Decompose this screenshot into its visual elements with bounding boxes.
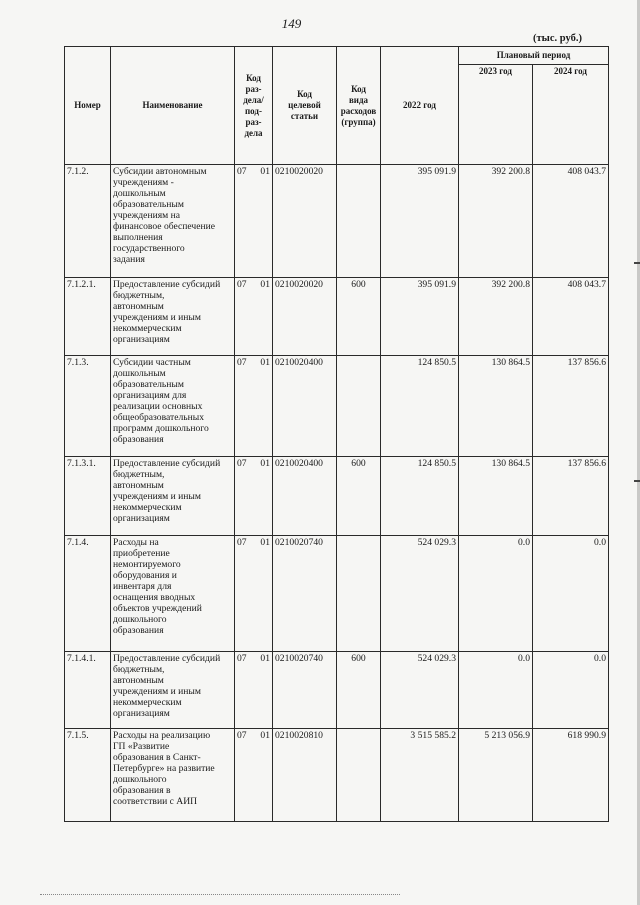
- row-value-2023: 392 200.8: [459, 278, 533, 356]
- section-code: 07: [237, 458, 247, 469]
- row-target-code: 0210020740: [273, 536, 337, 652]
- row-value-2024: 0.0: [533, 536, 609, 652]
- table-row: [65, 278, 609, 356]
- header-year-2023: 2023 год: [459, 65, 533, 165]
- row-value-2022: 524 029.3: [381, 652, 459, 729]
- row-name: Расходы на приобретение немонтируемого оборудования и инвентаря для оснащения вводных объектов учреждений дошкольного образования: [111, 536, 235, 652]
- row-expense-code: [337, 165, 381, 278]
- row-value-2022: 524 029.3: [381, 536, 459, 652]
- edge-tick: [634, 262, 640, 264]
- header-year-2024: 2024 год: [533, 65, 609, 165]
- subsection-code: 01: [260, 166, 270, 177]
- row-number: 7.1.2.1.: [65, 278, 111, 356]
- edge-tick: [634, 480, 640, 482]
- row-value-2024: 408 043.7: [533, 278, 609, 356]
- header-number: Номер: [65, 47, 111, 165]
- table-row: [65, 652, 609, 729]
- row-section-code: [235, 165, 273, 278]
- row-expense-code: [337, 536, 381, 652]
- header-target-code: Код целевой статьи: [273, 47, 337, 165]
- footer-scan-mark: [40, 894, 400, 901]
- row-section-code: [235, 457, 273, 536]
- row-value-2023: 130 864.5: [459, 457, 533, 536]
- header-expense-code: Код вида расходов (группа): [337, 47, 381, 165]
- unit-note: (тыс. руб.): [533, 33, 582, 44]
- row-target-code: 0210020740: [273, 652, 337, 729]
- section-code: 07: [237, 537, 247, 548]
- header-year-2022: 2022 год: [381, 47, 459, 165]
- header-section-code: Код раз- дела/ под- раз- дела: [235, 47, 273, 165]
- row-number: 7.1.2.: [65, 165, 111, 278]
- row-value-2024: 408 043.7: [533, 165, 609, 278]
- subsection-code: 01: [260, 537, 270, 548]
- row-number: 7.1.3.1.: [65, 457, 111, 536]
- row-section-code: [235, 652, 273, 729]
- row-value-2023: 0.0: [459, 652, 533, 729]
- subsection-code: 01: [260, 458, 270, 469]
- row-value-2024: 618 990.9: [533, 729, 609, 822]
- row-name: Расходы на реализацию ГП «Развитие образования в Санкт- Петербурге» на развитие дошкольного образования в соответствии с АИП: [111, 729, 235, 822]
- subsection-code: 01: [260, 279, 270, 290]
- subsection-code: 01: [260, 357, 270, 368]
- row-section-code: [235, 536, 273, 652]
- row-number: 7.1.4.1.: [65, 652, 111, 729]
- table-row: [65, 729, 609, 822]
- section-code: 07: [237, 730, 247, 741]
- row-value-2023: 392 200.8: [459, 165, 533, 278]
- row-section-code: [235, 729, 273, 822]
- table-row: [65, 457, 609, 536]
- row-expense-code: 600: [337, 278, 381, 356]
- row-number: 7.1.3.: [65, 356, 111, 457]
- row-name: Предоставление субсидий бюджетным, автономным учреждениям и иным некоммерческим организациям: [111, 278, 235, 356]
- header-planned-period: Плановый период: [459, 47, 609, 65]
- row-expense-code: [337, 356, 381, 457]
- row-number: 7.1.4.: [65, 536, 111, 652]
- row-value-2023: 130 864.5: [459, 356, 533, 457]
- row-value-2024: 137 856.6: [533, 356, 609, 457]
- row-value-2022: 395 091.9: [381, 278, 459, 356]
- row-name: Субсидии частным дошкольным образовательным организациям для реализации основных общеобразовательных программ дошкольного образования: [111, 356, 235, 457]
- row-name: Предоставление субсидий бюджетным, автономным учреждениям и иным некоммерческим организациям: [111, 652, 235, 729]
- subsection-code: 01: [260, 653, 270, 664]
- section-code: 07: [237, 166, 247, 177]
- table-row: [65, 536, 609, 652]
- row-target-code: 0210020810: [273, 729, 337, 822]
- row-expense-code: 600: [337, 652, 381, 729]
- row-target-code: 0210020020: [273, 278, 337, 356]
- row-target-code: 0210020400: [273, 356, 337, 457]
- row-value-2024: 137 856.6: [533, 457, 609, 536]
- row-value-2022: 124 850.5: [381, 457, 459, 536]
- table-row: [65, 165, 609, 278]
- row-section-code: [235, 356, 273, 457]
- row-value-2022: 395 091.9: [381, 165, 459, 278]
- row-value-2023: 0.0: [459, 536, 533, 652]
- row-expense-code: 600: [337, 457, 381, 536]
- section-code: 07: [237, 357, 247, 368]
- row-value-2024: 0.0: [533, 652, 609, 729]
- row-name: Субсидии автономным учреждениям - дошкольным образовательным учреждениям на финансовое обеспечение выполнения государственного задания: [111, 165, 235, 278]
- section-code: 07: [237, 653, 247, 664]
- table-row: [65, 356, 609, 457]
- page-number: 149: [281, 16, 302, 31]
- header-name: Наименование: [111, 47, 235, 165]
- section-code: 07: [237, 279, 247, 290]
- row-target-code: 0210020400: [273, 457, 337, 536]
- row-expense-code: [337, 729, 381, 822]
- row-value-2022: 124 850.5: [381, 356, 459, 457]
- row-target-code: 0210020020: [273, 165, 337, 278]
- subsection-code: 01: [260, 730, 270, 741]
- row-value-2023: 5 213 056.9: [459, 729, 533, 822]
- row-name: Предоставление субсидий бюджетным, автономным учреждениям и иным некоммерческим организациям: [111, 457, 235, 536]
- row-number: 7.1.5.: [65, 729, 111, 822]
- budget-table: [64, 46, 609, 822]
- row-section-code: [235, 278, 273, 356]
- row-value-2022: 3 515 585.2: [381, 729, 459, 822]
